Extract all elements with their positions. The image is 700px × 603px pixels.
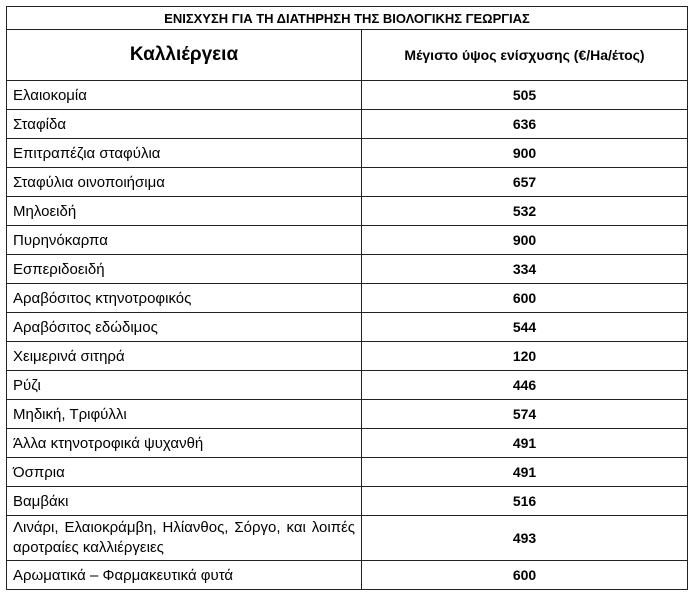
crop-cell: Εσπεριδοειδή (7, 255, 362, 284)
crop-cell: Ελαιοκομία (7, 81, 362, 110)
table-row (7, 516, 688, 561)
crop-cell: Αρωματικά – Φαρμακευτικά φυτά (7, 561, 362, 590)
value-cell: 516 (362, 487, 688, 516)
value-cell: 900 (362, 226, 688, 255)
table-row (7, 284, 688, 313)
value-cell: 505 (362, 81, 688, 110)
value-cell: 657 (362, 168, 688, 197)
header-crop: Καλλιέργεια (7, 30, 362, 81)
value-cell: 600 (362, 561, 688, 590)
crop-cell: Σταφύλια οινοποιήσιμα (7, 168, 362, 197)
table-body (7, 7, 688, 590)
value-cell: 491 (362, 458, 688, 487)
value-cell: 900 (362, 139, 688, 168)
crop-cell: Άλλα κτηνοτροφικά ψυχανθή (7, 429, 362, 458)
value-cell: 544 (362, 313, 688, 342)
table-row (7, 313, 688, 342)
header-row (7, 30, 688, 81)
table-row (7, 342, 688, 371)
table-row (7, 139, 688, 168)
table-row (7, 81, 688, 110)
subsidy-table (6, 6, 688, 590)
value-cell: 600 (362, 284, 688, 313)
crop-cell: Αραβόσιτος κτηνοτροφικός (7, 284, 362, 313)
table-row (7, 561, 688, 590)
table-row (7, 197, 688, 226)
table-row (7, 110, 688, 139)
header-value: Μέγιστο ύψος ενίσχυσης (€/Ha/έτος) (362, 30, 688, 81)
value-cell: 120 (362, 342, 688, 371)
value-cell: 493 (362, 516, 688, 561)
table-row (7, 458, 688, 487)
value-cell: 334 (362, 255, 688, 284)
table-row (7, 255, 688, 284)
crop-cell: Επιτραπέζια σταφύλια (7, 139, 362, 168)
table-row (7, 487, 688, 516)
crop-cell: Αραβόσιτος εδώδιμος (7, 313, 362, 342)
table-row (7, 226, 688, 255)
crop-cell: Μηδική, Τριφύλλι (7, 400, 362, 429)
crop-cell: Πυρηνόκαρπα (7, 226, 362, 255)
crop-cell: Σταφίδα (7, 110, 362, 139)
value-cell: 574 (362, 400, 688, 429)
value-cell: 491 (362, 429, 688, 458)
crop-cell: Χειμερινά σιτηρά (7, 342, 362, 371)
value-cell: 636 (362, 110, 688, 139)
table-row (7, 371, 688, 400)
crop-cell: Βαμβάκι (7, 487, 362, 516)
crop-cell: Ρύζι (7, 371, 362, 400)
crop-cell: Μηλοειδή (7, 197, 362, 226)
table-row (7, 429, 688, 458)
value-cell: 446 (362, 371, 688, 400)
title-row (7, 7, 688, 30)
table-title: ΕΝΙΣΧΥΣΗ ΓΙΑ ΤΗ ΔΙΑΤΗΡΗΣΗ ΤΗΣ ΒΙΟΛΟΓΙΚΗΣ ΓΕΩΡΓΙΑΣ (7, 7, 688, 30)
crop-cell: Λινάρι, Ελαιοκράμβη, Ηλίανθος, Σόργο, και λοιπές αροτραίες καλλιέργειες (7, 516, 362, 561)
table-row (7, 400, 688, 429)
crop-cell: Όσπρια (7, 458, 362, 487)
value-cell: 532 (362, 197, 688, 226)
table-row (7, 168, 688, 197)
